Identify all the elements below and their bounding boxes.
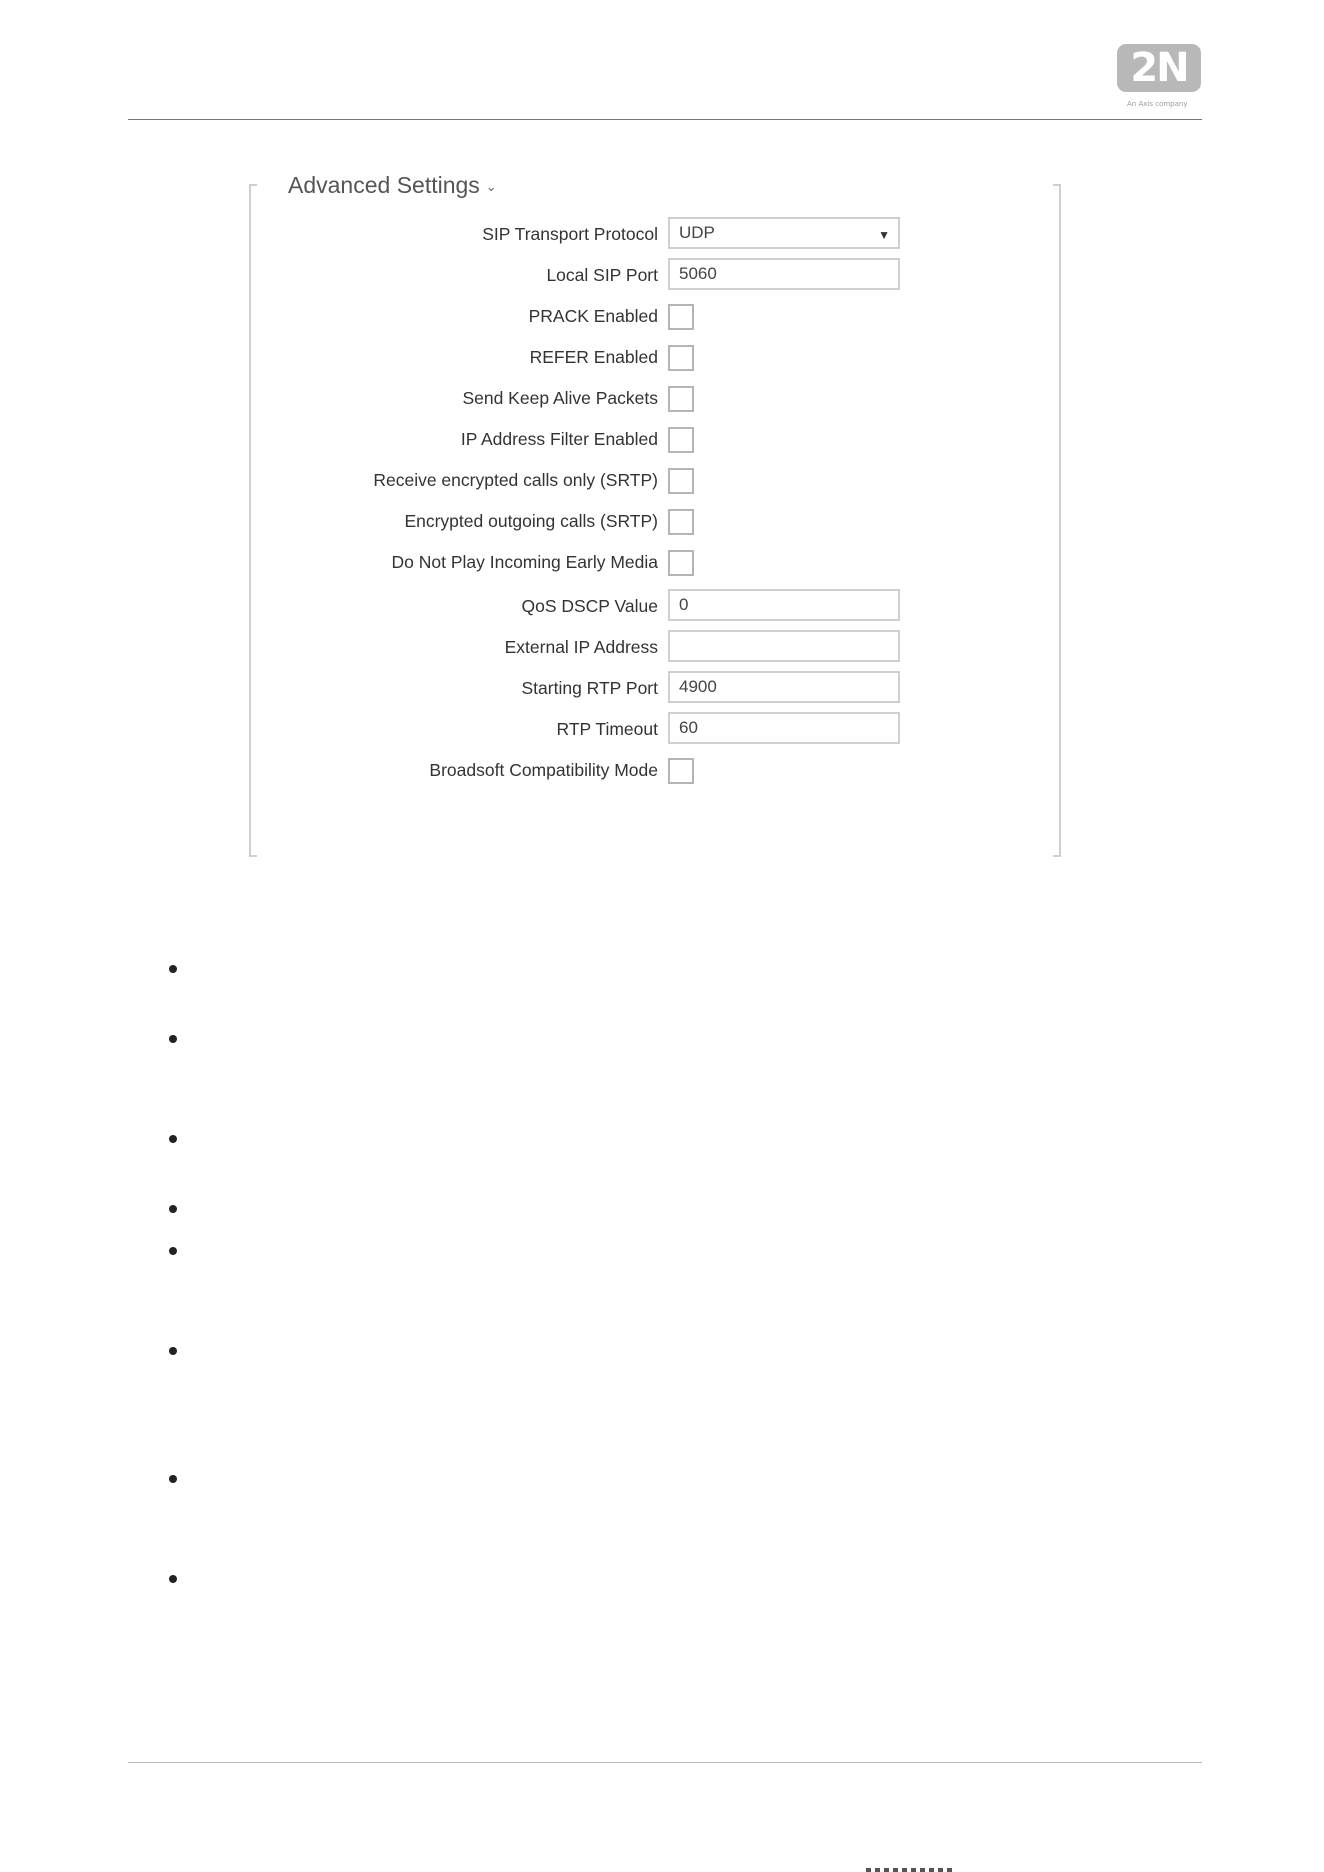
panel-bracket-left: [249, 184, 257, 857]
field-label: PRACK Enabled: [528, 306, 658, 326]
brand-logo: [1117, 44, 1201, 108]
field-row-external-ip: [300, 630, 920, 664]
field-row-sip-transport-protocol: [300, 217, 920, 251]
field-label: SIP Transport Protocol: [482, 224, 658, 244]
list-bullet: [169, 1135, 177, 1143]
list-bullet: [169, 965, 177, 973]
field-label: Broadsoft Compatibility Mode: [429, 760, 658, 780]
field-label: Send Keep Alive Packets: [462, 388, 658, 408]
footer-marks: [866, 1868, 956, 1872]
section-header-advanced-settings[interactable]: [288, 172, 497, 199]
field-row-broadsoft-mode: [300, 753, 920, 787]
brand-logo-icon: 2N: [1117, 44, 1201, 92]
receive-encrypted-only-checkbox[interactable]: [668, 468, 694, 494]
list-bullet: [169, 1035, 177, 1043]
field-row-no-early-media: [300, 545, 920, 579]
list-bullet: [169, 1575, 177, 1583]
field-label: External IP Address: [504, 637, 658, 657]
field-label: REFER Enabled: [529, 347, 658, 367]
field-row-starting-rtp-port: [300, 671, 920, 705]
field-row-qos-dscp: [300, 589, 920, 623]
encrypted-outgoing-checkbox[interactable]: [668, 509, 694, 535]
field-label: Receive encrypted calls only (SRTP): [373, 470, 658, 490]
field-label: Local SIP Port: [546, 265, 658, 285]
field-label: Do Not Play Incoming Early Media: [391, 552, 658, 572]
dropdown-arrow-icon: ▼: [878, 228, 890, 242]
field-label: QoS DSCP Value: [521, 596, 658, 616]
list-bullet: [169, 1347, 177, 1355]
no-early-media-checkbox[interactable]: [668, 550, 694, 576]
chevron-down-icon: ⌄: [485, 178, 497, 194]
local-sip-port-input[interactable]: 5060: [668, 258, 900, 290]
logo-tagline: An Axis company: [1127, 100, 1188, 108]
field-row-refer-enabled: [300, 340, 920, 374]
send-keep-alive-checkbox[interactable]: [668, 386, 694, 412]
field-label: Starting RTP Port: [521, 678, 658, 698]
list-bullet: [169, 1247, 177, 1255]
field-label: Encrypted outgoing calls (SRTP): [404, 511, 658, 531]
starting-rtp-port-input[interactable]: 4900: [668, 671, 900, 703]
field-row-ip-address-filter: [300, 422, 920, 456]
panel-bracket-right: [1053, 184, 1061, 857]
list-bullet: [169, 1205, 177, 1213]
field-label: IP Address Filter Enabled: [460, 429, 658, 449]
field-row-encrypted-outgoing: [300, 504, 920, 538]
broadsoft-mode-checkbox[interactable]: [668, 758, 694, 784]
field-row-prack-enabled: [300, 299, 920, 333]
field-row-local-sip-port: [300, 258, 920, 292]
field-label: RTP Timeout: [556, 719, 658, 739]
refer-enabled-checkbox[interactable]: [668, 345, 694, 371]
prack-enabled-checkbox[interactable]: [668, 304, 694, 330]
section-title: Advanced Settings: [288, 172, 480, 198]
footer-divider: [128, 1762, 1202, 1763]
field-row-rtp-timeout: [300, 712, 920, 746]
field-row-send-keep-alive: [300, 381, 920, 415]
external-ip-input[interactable]: [668, 630, 900, 662]
rtp-timeout-input[interactable]: 60: [668, 712, 900, 744]
ip-address-filter-checkbox[interactable]: [668, 427, 694, 453]
qos-dscp-input[interactable]: 0: [668, 589, 900, 621]
header-divider: [128, 119, 1202, 120]
field-row-receive-encrypted-only: [300, 463, 920, 497]
sip-transport-protocol-select[interactable]: [668, 217, 900, 249]
list-bullet: [169, 1475, 177, 1483]
select-value: UDP: [679, 223, 715, 242]
